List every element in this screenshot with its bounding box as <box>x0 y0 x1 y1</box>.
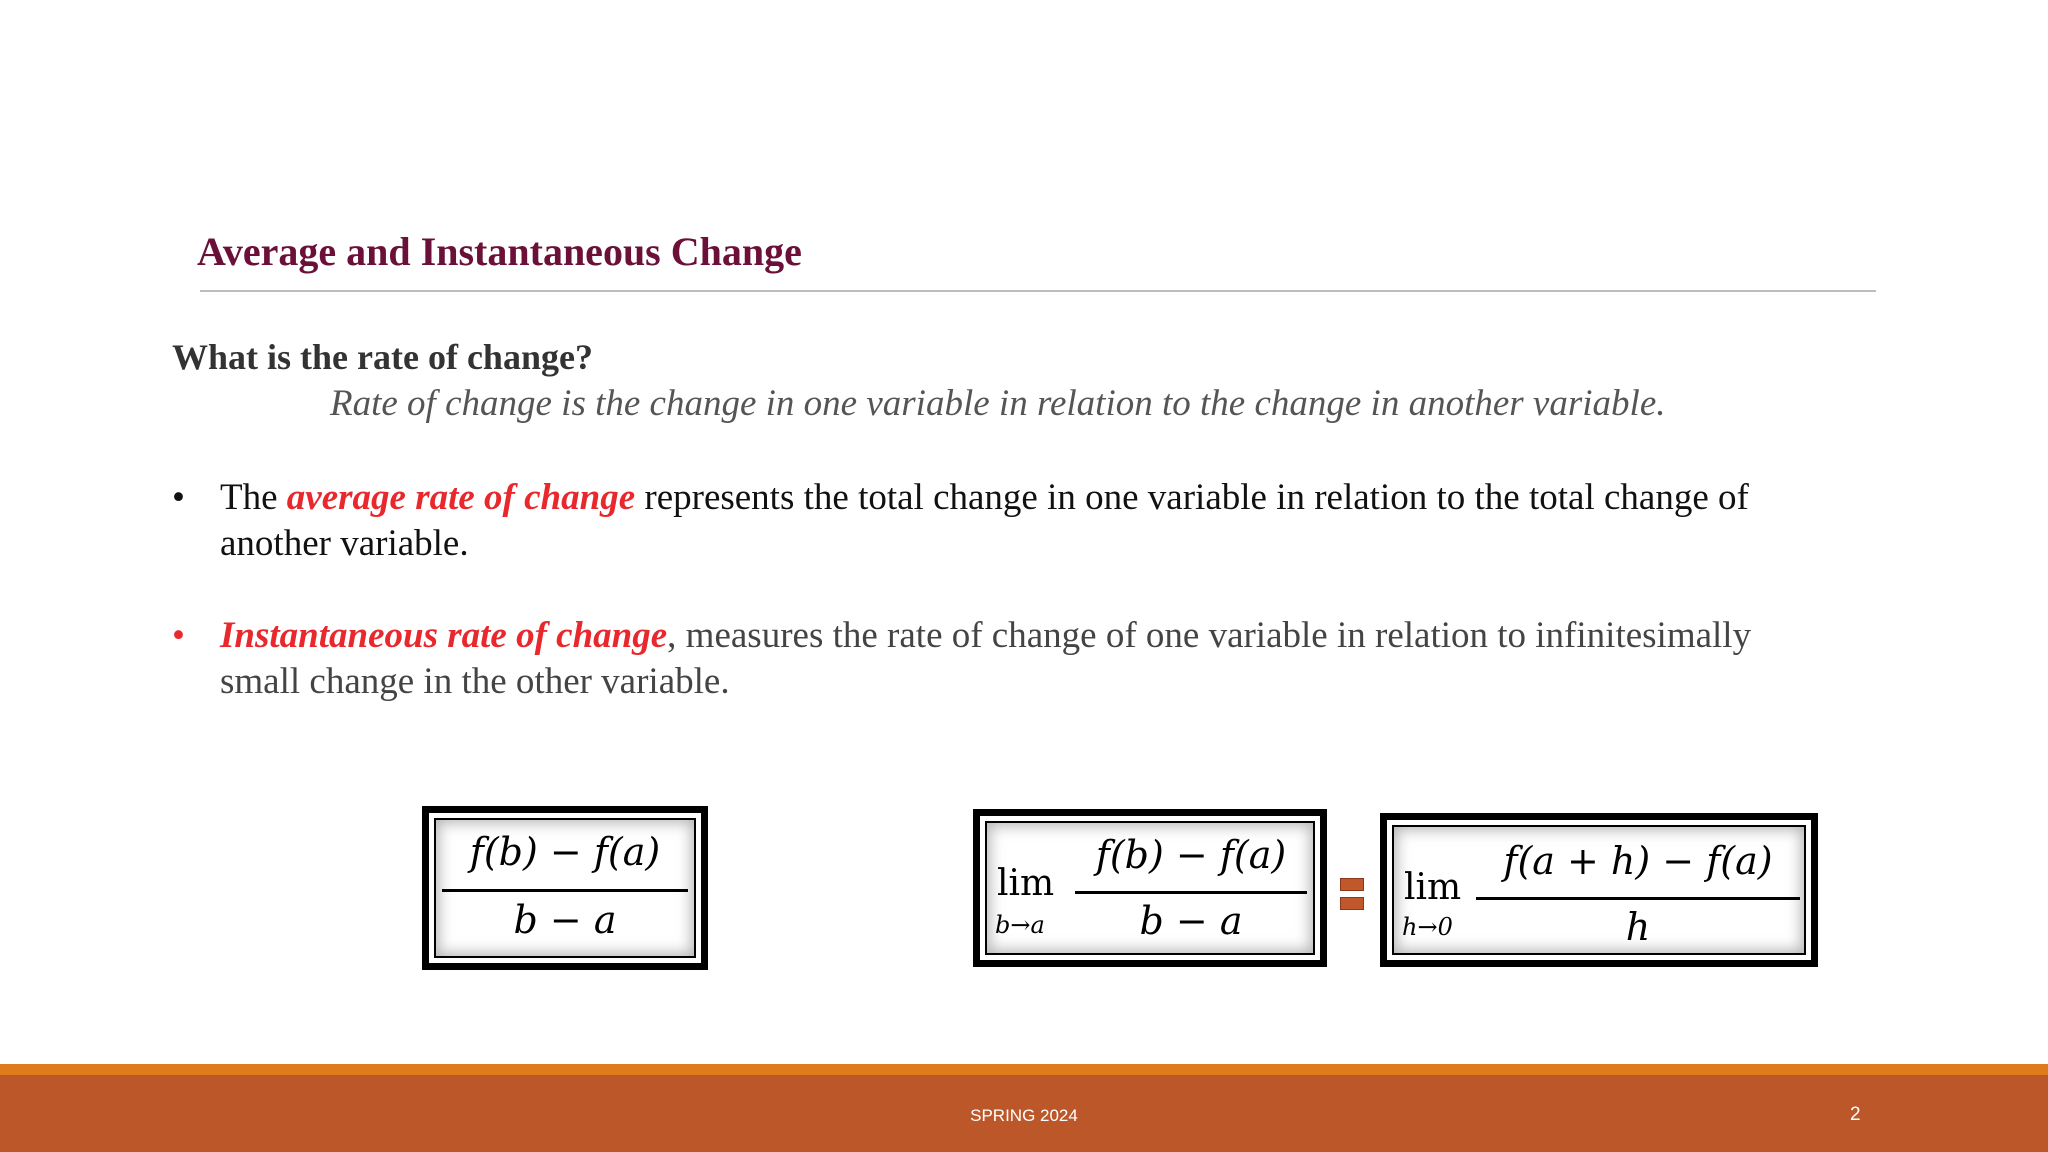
numerator: f(b) − f(a) <box>469 830 661 874</box>
highlight-term: average rate of change <box>286 477 636 518</box>
fraction <box>1075 823 1307 953</box>
lim-subscript: b→a <box>995 911 1045 939</box>
denominator: b − a <box>513 898 617 942</box>
slide-title: Average and Instantaneous Change <box>197 229 802 274</box>
limit-h-to-0-formula <box>1380 813 1818 967</box>
limit-b-to-a-formula <box>973 809 1327 967</box>
fraction-bar <box>1075 891 1307 894</box>
bullet-dot: • <box>172 615 185 656</box>
formula-frame <box>985 821 1315 955</box>
bullet-instantaneous-rate <box>172 613 1812 705</box>
fraction-bar <box>1476 897 1800 900</box>
fraction <box>1476 827 1800 953</box>
bullet-text <box>220 613 1812 705</box>
fraction-bar <box>442 889 688 892</box>
bullet-lead: The <box>220 477 287 518</box>
formula-frame <box>1392 825 1806 955</box>
fraction <box>442 820 688 956</box>
footer-accent-stripe <box>0 1064 2048 1075</box>
numerator: f(a + h) − f(a) <box>1503 839 1773 883</box>
definition-text: Rate of change is the change in one variable in relation to the change in another variable. <box>330 383 1666 424</box>
bullet-text <box>220 475 1812 567</box>
lim-operator: lim <box>1404 867 1462 908</box>
average-rate-formula <box>422 806 708 970</box>
title-divider <box>200 290 1876 292</box>
denominator: b − a <box>1139 899 1243 943</box>
bullet-dot: • <box>172 477 185 518</box>
lim-subscript: h→0 <box>1402 913 1453 941</box>
denominator: h <box>1625 905 1651 949</box>
equals-sign-icon <box>1340 878 1364 912</box>
highlight-term: Instantaneous rate of change <box>220 615 668 656</box>
formula-frame <box>434 818 696 958</box>
question-heading: What is the rate of change? <box>172 337 593 377</box>
numerator: f(b) − f(a) <box>1095 833 1287 877</box>
bullet-average-rate <box>172 475 1812 567</box>
footer-label: SPRING 2024 <box>970 1106 1078 1125</box>
bullet-rest: , measures the rate of change of one variable in relation to infinitesimally small change in the other variable. <box>220 615 1752 702</box>
lim-operator: lim <box>997 863 1055 904</box>
page-number: 2 <box>1850 1104 1861 1125</box>
bullet-rest: represents the total change in one variable in relation to the total change of another variable. <box>220 477 1749 564</box>
